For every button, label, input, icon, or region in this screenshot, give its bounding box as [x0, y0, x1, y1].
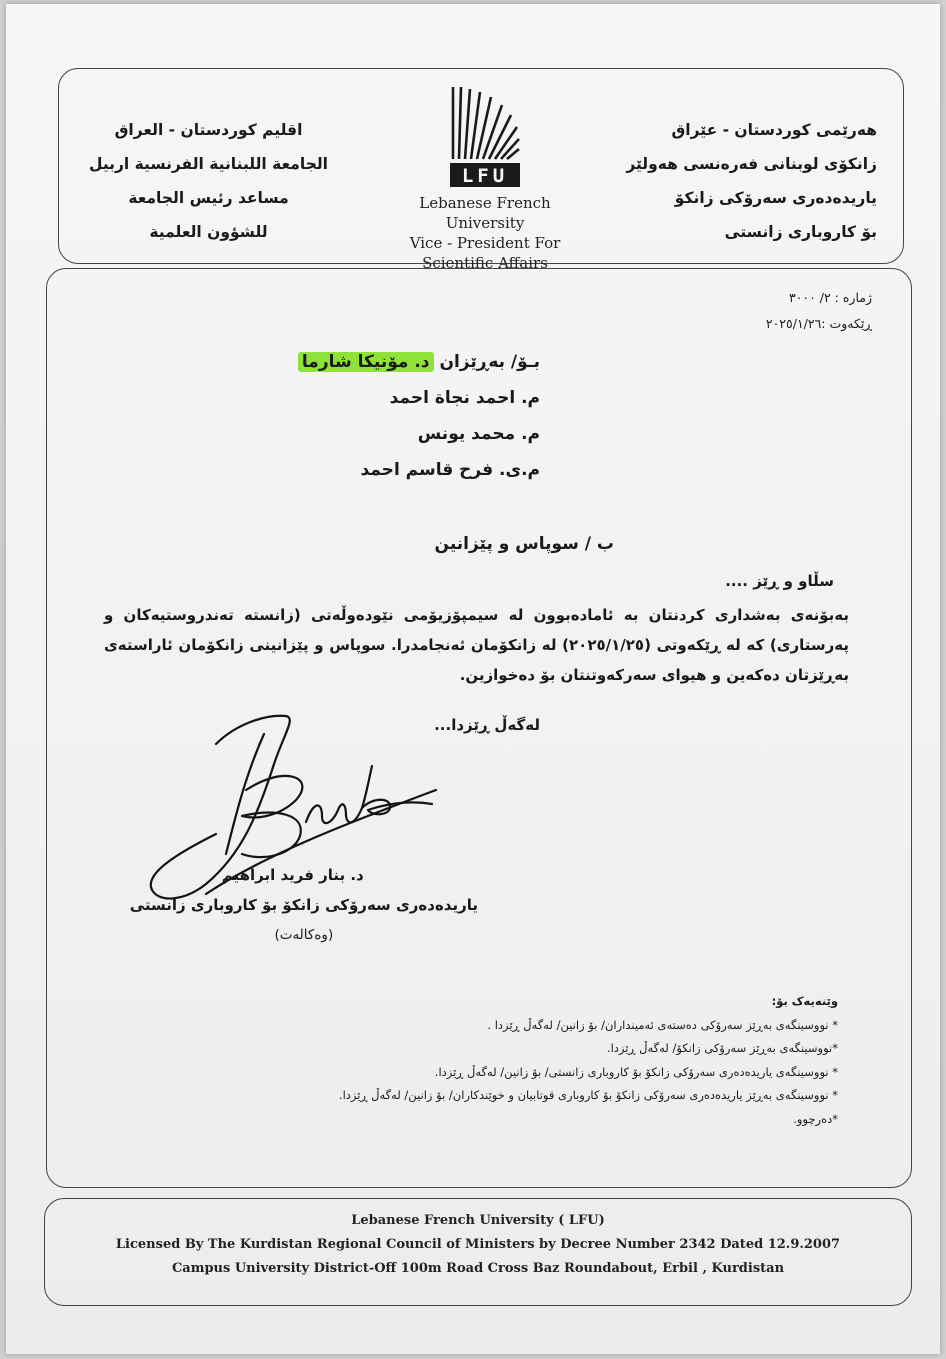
logo-caption-line: Lebanese French University: [419, 194, 551, 232]
recipient: م.ی. فرح قاسم احمد: [360, 460, 540, 480]
signer-note: (وەکالەت): [274, 927, 334, 943]
cc-item: * نووسینگەی بەڕێز سەرۆکی دەستەی ئەمینداران/ بۆ زانین/ لەگەڵ ڕێزدا .: [487, 1017, 838, 1032]
footer-box: [44, 1198, 912, 1306]
header-arabic-line: الجامعة اللبنانية الفرنسية اربيل: [88, 155, 328, 173]
addressee-highlighted-name: د. مۆنیکا شارما: [298, 352, 434, 372]
cc-list: [339, 990, 838, 1131]
cc-item: *دەرچوو.: [793, 1111, 838, 1126]
letter-date: ڕێکەوت :٢٠٢٥/١/٢٦: [765, 316, 872, 331]
header-kurdish-line: بۆ کاروباری زانستی: [724, 223, 877, 241]
header-arabic-line: للشؤون العلمية: [149, 223, 268, 241]
university-logo: [397, 79, 573, 273]
signer-name: د. بنار فريد ابراهيم: [221, 866, 364, 884]
recipient: م. محمد یونس: [417, 424, 540, 444]
letter-greeting: سڵاو و ڕێز ....: [725, 572, 834, 590]
letter-subject: ب / سوپاس و پێزانین: [434, 534, 614, 554]
addressee-line-main: [298, 344, 540, 380]
addressee-prefix: بـۆ/ بەڕێزان: [439, 352, 540, 372]
footer-line: Licensed By The Kurdistan Regional Council of Ministers by Decree Number 2342 Dated 12.9.2007: [115, 1237, 841, 1252]
signer-title: یاریدەدەری سەرۆکی زانکۆ بۆ کاروباری زانستی: [129, 896, 478, 914]
header-kurdish-line: یاریدەدەری سەرۆکی زانکۆ: [674, 189, 877, 207]
header-arabic: [71, 113, 346, 249]
lfu-sunburst-icon: [449, 79, 521, 189]
letterhead-box: [58, 68, 904, 272]
header-arabic-line: مساعد رئيس الجامعة: [128, 189, 289, 207]
addressee-block: [298, 344, 540, 488]
header-kurdish-line: زانکۆی لوبنانی فەرەنسی هەولێر: [626, 155, 877, 173]
header-arabic-line: اقليم كوردستان - العراق: [114, 121, 303, 139]
letter-page: [6, 4, 940, 1354]
footer-line: Lebanese French University ( LFU): [351, 1213, 605, 1228]
cc-item: * نووسینگەی یاریدەدەری سەرۆکی زانکۆ بۆ کاروباری زانستی/ بۆ زانین/ لەگەڵ ڕێزدا.: [434, 1064, 838, 1079]
logo-caption-line: Vice - President For: [409, 234, 561, 252]
cc-item: * نووسینگەی بەڕێز یاریدەدەری سەرۆکی زانکۆ بۆ کاروباری قوتابیان و خوێندکاران/ بۆ زانین/ لەگەڵ ڕێزدا.: [338, 1088, 838, 1102]
cc-item: *نووسینگەی بەڕێز سەرۆکی زانکۆ/ لەگەڵ ڕێزدا.: [606, 1041, 838, 1055]
letter-number: ژمارە : ٢/ ٣٠٠٠: [788, 290, 872, 305]
cc-title: وێنەیەک بۆ:: [771, 994, 838, 1008]
header-kurdish: [626, 113, 877, 249]
header-kurdish-line: هەرێمی کوردستان - عێراق: [671, 121, 877, 139]
letter-body-text: بەبۆنەی بەشداری کردنتان بە ئامادەبوون لە سیمپۆزیۆمی نێودەوڵەتی (زانستە تەندروستیەکان و پەرستاری) کە لە ڕێکەوتی (٢٠٢٥/١/٢٥) لە زانکۆمان ئەنجامدرا. سوپاس و پێزانینی زانکۆمان ئاراستەی بەڕێزتان دەکەین و هیوای سەرکەوتنتان بۆ دەخوازین.: [104, 606, 849, 684]
footer-text: [45, 1209, 911, 1281]
recipient: م. احمد نجاة احمد: [389, 388, 540, 408]
logo-caption-line: Scientific Affairs: [422, 254, 548, 272]
signer-block: [130, 860, 478, 950]
footer-line: Campus University District-Off 100m Road Cross Baz Roundabout, Erbil , Kurdistan: [171, 1261, 785, 1276]
logo-badge-text: LFU: [461, 165, 509, 187]
letter-closing: لەگەڵ ڕێزدا...: [434, 716, 540, 734]
